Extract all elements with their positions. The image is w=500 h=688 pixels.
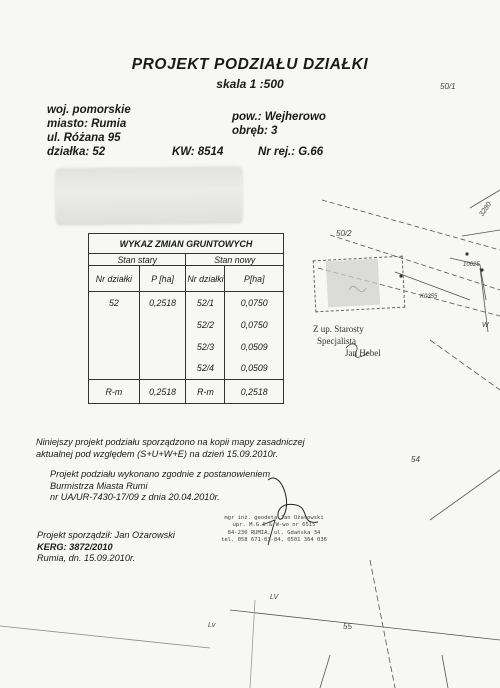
- new-area-cell: 0,0750: [225, 314, 284, 336]
- new-state-header: Stan nowy: [186, 254, 284, 266]
- col-area: P [ha]: [139, 266, 186, 292]
- street: ul. Różana 95: [47, 132, 121, 144]
- author-date: Rumia, dn. 15.09.2010r.: [37, 553, 136, 564]
- surveyor-stamp-line: 84-230 RUMIA, ul. Gdańska 34: [227, 529, 321, 536]
- parcel-label: 54: [411, 455, 420, 464]
- location-left: [47, 103, 131, 159]
- note-decision: [50, 469, 270, 504]
- parcel-boundary-line: [430, 470, 500, 520]
- tape-patch: [56, 167, 243, 225]
- register-number: Nr rej.: G.66: [258, 146, 324, 158]
- road-label: Lv: [208, 622, 216, 629]
- new-plot-cell: 52/4: [186, 358, 225, 380]
- document-scale: skala 1 :500: [216, 77, 284, 91]
- parcel-label: 50/1: [440, 82, 456, 91]
- changes-table-title: WYKAZ ZMIAN GRUNTOWYCH: [89, 234, 284, 254]
- new-area-cell: 0,0509: [225, 358, 284, 380]
- note-line: Niniejszy projekt podziału sporządzono na kopii mapy zasadniczej: [36, 437, 305, 447]
- parcel-boundary-line: [462, 230, 500, 236]
- old-area-cell: 0,2518: [139, 292, 186, 380]
- note-line: nr UA/UR-7430-17/09 z dnia 20.04.2010r.: [50, 492, 220, 503]
- survey-point: [465, 252, 468, 255]
- precinct: obręb: 3: [232, 125, 278, 137]
- city: miasto: Rumia: [47, 118, 127, 130]
- col-new-area: P[ha]: [225, 266, 284, 292]
- note-line: aktualnej pod względem (S+U+W+E) na dzień 15.09.2010r.: [36, 448, 278, 459]
- total-new: 0,2518: [225, 380, 284, 404]
- note-basis: [36, 437, 305, 460]
- surveyor-stamp: [204, 515, 344, 545]
- old-state-header: Stan stary: [89, 254, 186, 266]
- parcel-boundary-line: [250, 600, 255, 688]
- new-area-cell: 0,0750: [225, 292, 284, 314]
- total-new-label: R-m: [186, 380, 225, 404]
- parcel-boundary-line: [442, 655, 448, 688]
- new-plot-cell: 52/3: [186, 336, 225, 358]
- surveyor-stamp-line: upr. M.G.S.& W-wo nr 6515: [232, 522, 316, 529]
- total-old: 0,2518: [139, 380, 186, 404]
- land-register: KW: 8514: [172, 146, 224, 158]
- col-new-plot-no: Nr działki: [186, 266, 225, 292]
- voivodeship: woj. pomorskie: [47, 104, 131, 116]
- total-label: R-m: [89, 380, 140, 404]
- new-area-cell: 0,0509: [225, 336, 284, 358]
- parcel-boundary-line: [320, 655, 330, 688]
- document-title: PROJEKT PODZIAŁU DZIAŁKI: [131, 56, 369, 73]
- approval-line: Z up. Starosty: [313, 324, 364, 334]
- new-plot-cell: 52/1: [186, 292, 225, 314]
- author-name: Projekt sporządził: Jan Ożarowski: [37, 530, 175, 540]
- kerg-number: KERG: 3872/2010: [37, 541, 113, 552]
- office-stamp-seal: [326, 259, 380, 308]
- changes-table: [88, 233, 284, 404]
- approval-line: Specjalista: [317, 336, 356, 346]
- plot-number: działka: 52: [47, 146, 106, 158]
- old-plot-cell: 52: [89, 292, 140, 380]
- note-line: Burmistrza Miasta Rumi: [50, 480, 148, 491]
- county: pow.: Wejherowo: [232, 111, 326, 123]
- new-plot-cell: 52/2: [186, 314, 225, 336]
- point-label: K0355: [420, 294, 438, 300]
- parcel-boundary-line: [370, 560, 395, 688]
- approval-stamp: [313, 323, 381, 359]
- parcel-boundary-line: [430, 340, 500, 390]
- parcel-label: 55: [343, 622, 352, 631]
- point-label: 10625: [463, 262, 480, 268]
- parcel-boundary-line: [0, 626, 210, 648]
- road-label: 3280: [478, 201, 494, 218]
- author-block: [37, 530, 175, 565]
- parcel-boundary-line: [230, 610, 500, 640]
- location-right: [232, 110, 326, 138]
- note-line: Projekt podziału wykonano zgodnie z postanowieniem: [50, 469, 271, 479]
- parcel-label: 50/2: [336, 229, 352, 238]
- col-plot-no: Nr działki: [89, 266, 140, 292]
- road-label: W: [482, 322, 489, 329]
- approval-line: Jan Hebel: [345, 348, 381, 358]
- surveyor-stamp-line: tel. 058 671-03-84, 0501 364 036: [221, 537, 327, 544]
- survey-point: [480, 268, 483, 271]
- road-label: LV: [270, 594, 279, 601]
- parcel-boundary-line: [322, 200, 500, 250]
- surveyor-stamp-line: mgr inż. geodeta Jan Ożarowski: [224, 515, 324, 521]
